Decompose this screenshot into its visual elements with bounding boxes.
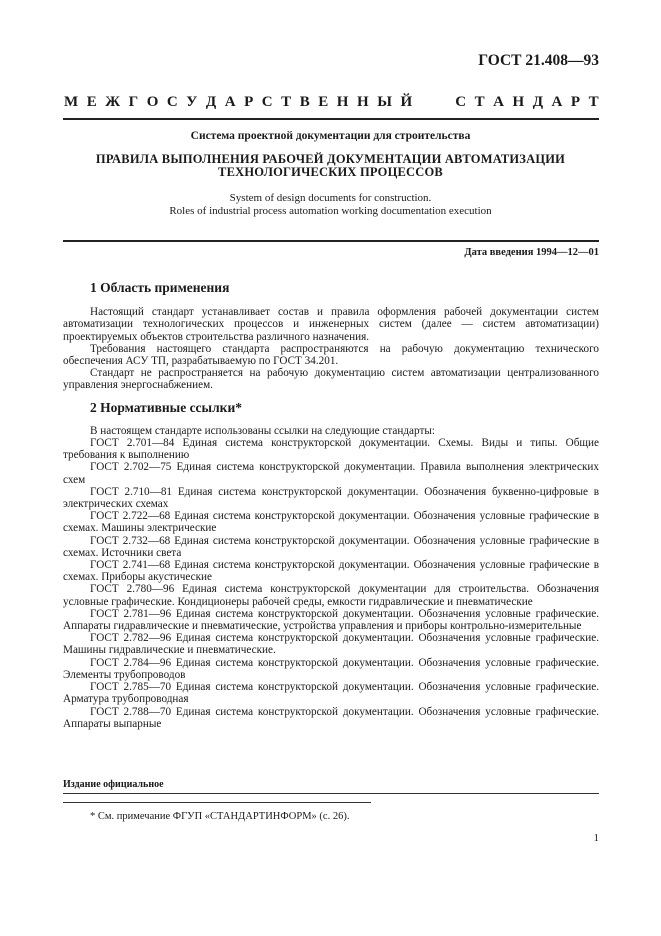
banner-letter: Е <box>318 94 329 110</box>
banner-letter: С <box>166 94 178 110</box>
paragraph: Настоящий стандарт устанавливает состав и правила оформления рабочей документации систем автоматизации технологических процессов и инженерных систем (далее — систем автоматизации) проектируемых объектов строительства различного назначения. <box>63 306 599 343</box>
banner-letter: Ж <box>105 94 121 110</box>
reference-item: ГОСТ 2.722—68 Единая система конструкторской документации. Обозначения условные графические в схемах. Машины электрические <box>63 510 599 535</box>
footnote-rule <box>63 802 371 803</box>
reference-item: ГОСТ 2.701—84 Единая система конструкторской документации. Схемы. Виды и типы. Общие требования к выполнению <box>63 437 599 462</box>
reference-item: ГОСТ 2.702—75 Единая система конструкторской документации. Правила выполнения электрических схем <box>63 461 599 486</box>
document-body <box>63 276 599 730</box>
banner-letter: Д <box>532 94 544 110</box>
banner-letter: В <box>299 94 310 110</box>
banner-letter: А <box>493 94 504 110</box>
banner-letter: Н <box>512 94 525 110</box>
banner-letter: С <box>455 94 467 110</box>
banner-letter: Т <box>281 94 292 110</box>
reference-item: ГОСТ 2.710—81 Единая система конструкторской документации. Обозначения буквенно-цифровые в электрических схемах <box>63 485 599 511</box>
banner-letter: Г <box>128 94 139 110</box>
banner-letter: Р <box>244 94 254 110</box>
page-number: 1 <box>593 832 599 844</box>
banner-letter: Т <box>588 94 599 110</box>
official-edition-label: Издание официальное <box>63 779 164 790</box>
banner-letter: Д <box>205 94 217 110</box>
reference-item: ГОСТ 2.781—96 Единая система конструкторской документации. Обозначения условные графические. Аппараты гидравлические и пневматические, устройства управления и приборы контрольно-измерительные <box>63 607 599 633</box>
paragraph: Требования настоящего стандарта распространяются на рабочую документацию технического обеспечения АСУ ТП, разрабатываемую по ГОСТ 34.201. <box>63 342 599 368</box>
banner-letter: Ы <box>377 94 392 110</box>
reference-item: ГОСТ 2.785—70 Единая система конструкторской документации. Обозначения условные графические. Арматура трубопроводная <box>63 681 599 706</box>
english-line-2: Roles of industrial process automation working documentation execution <box>169 204 492 217</box>
edition-rule <box>63 793 599 794</box>
banner-letter: А <box>551 94 563 110</box>
top-rule <box>63 118 599 120</box>
english-title <box>0 192 661 217</box>
introduction-date: Дата введения 1994—12—01 <box>464 247 599 258</box>
english-line-1: System of design documents for construction. <box>229 192 432 204</box>
standard-code: ГОСТ 21.408—93 <box>478 52 599 69</box>
reference-item: ГОСТ 2.741—68 Единая система конструкторской документации. Обозначения условные графические в схемах. Приборы акустические <box>63 559 599 584</box>
reference-item: ГОСТ 2.782—96 Единая система конструкторской документации. Обозначения условные графические. Машины гидравлические и пневматические. <box>63 632 599 657</box>
reference-item: ГОСТ 2.784—96 Единая система конструкторской документации. Обозначения условные графические. Элементы трубопроводов <box>63 656 599 681</box>
title-line-2: ТЕХНОЛОГИЧЕСКИХ ПРОЦЕССОВ <box>218 165 443 179</box>
banner-letter: Т <box>474 94 485 110</box>
banner-letter: А <box>224 94 236 110</box>
interstate-standard-banner <box>64 94 599 111</box>
document-title <box>0 153 661 179</box>
banner-letter: Й <box>400 94 413 110</box>
system-title: Система проектной документации для строительства <box>190 130 471 142</box>
paragraph: Стандарт не распространяется на рабочую документацию систем автоматизации централизованного управления энергоснабжением. <box>63 367 599 392</box>
reference-item: ГОСТ 2.788—70 Единая система конструкторской документации. Обозначения условные графические. Аппараты выпарные <box>63 705 599 730</box>
banner-gap <box>421 94 447 111</box>
banner-letter: О <box>146 94 159 110</box>
title-line-1: ПРАВИЛА ВЫПОЛНЕНИЯ РАБОЧЕЙ ДОКУМЕНТАЦИИ АВТОМАТИЗАЦИИ <box>95 152 566 166</box>
middle-rule <box>63 240 599 242</box>
paragraph: В настоящем стандарте использованы ссылки на следующие стандарты: <box>90 424 435 437</box>
banner-letter: С <box>261 94 273 110</box>
section-1-heading: 1 Область применения <box>90 280 230 295</box>
banner-letter: Н <box>356 94 369 110</box>
footnote: * См. примечание ФГУП «СТАНДАРТИНФОРМ» (с. 26). <box>90 811 350 822</box>
banner-letter: М <box>64 94 79 110</box>
reference-item: ГОСТ 2.780—96 Единая система конструкторской документации для строительства. Обозначения условные графические. Кондиционеры рабочей среды, емкости гидравлические и пневматические <box>63 583 599 608</box>
banner-letter: Е <box>86 94 97 110</box>
banner-letter: Р <box>570 94 581 110</box>
section-2-heading: 2 Нормативные ссылки* <box>90 399 242 415</box>
banner-letter: Н <box>336 94 349 110</box>
reference-item: ГОСТ 2.732—68 Единая система конструкторской документации. Обозначения условные графические в схемах. Источники света <box>63 534 599 559</box>
banner-letter: У <box>186 94 198 110</box>
